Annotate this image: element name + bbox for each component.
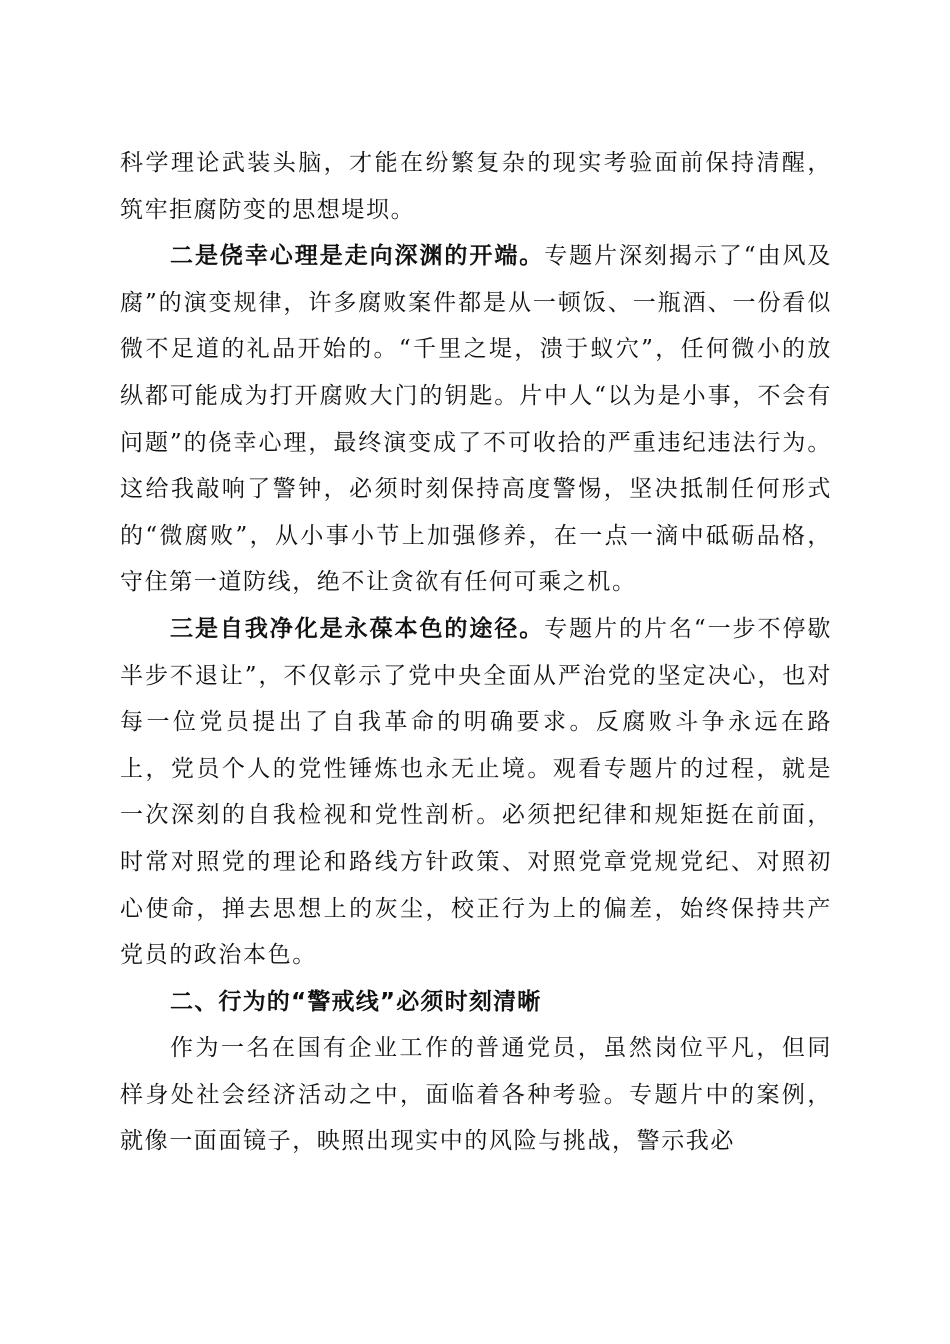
paragraph-text: 专题片深刻揭示了“由风及腐”的演变规律，许多腐败案件都是从一顿饭、一瓶酒、一份看似微不足道的礼品开始的。“千里之堤，溃于蚁穴”，任何微小的放纵都可能成为打开腐败大门的钥匙。片中人“以为是小事，不会有问题”的侥幸心理，最终演变成了不可收拾的严重违纪违法行为。这给我敲响了警钟，必须时刻保持高度警惕，坚决抵制任何形式的“微腐败”，从小事小节上加强修养，在一点一滴中砥砺品格，守住第一道防线，绝不让贪欲有任何可乘之机。	[120, 243, 832, 596]
paragraph-self-purification	[120, 606, 832, 979]
paragraph-continuation: 科学理论武装头脑，才能在纷繁复杂的现实考验面前保持清醒，筑牢拒腐防变的思想堤坝。	[120, 150, 832, 223]
document-body	[120, 140, 832, 1165]
paragraph-enterprise-member: 作为一名在国有企业工作的普通党员，虽然岗位平凡，但同样身处社会经济活动之中，面临着各种考验。专题片中的案例，就像一面面镜子，映照出现实中的风险与挑战，警示我必	[120, 1035, 832, 1155]
section-heading: 二、行为的“警戒线”必须时刻清晰	[170, 988, 542, 1015]
paragraph-lead-sentence: 三是自我净化是永葆本色的途径。	[170, 614, 545, 642]
paragraph-text: 专题片的片名“一步不停歇半步不退让”，不仅彰示了党中央全面从严治党的坚定决心，也对每一位党员提出了自我革命的明确要求。反腐败斗争永远在路上，党员个人的党性锤炼也永无止境。观看专题片的过程，就是一次深刻的自我检视和党性剖析。必须把纪律和规矩挺在前面，时常对照党的理论和路线方针政策、对照党章党规党纪、对照初心使命，掸去思想上的灰尘，校正行为上的偏差，始终保持共产党员的政治本色。	[120, 615, 832, 969]
paragraph-luck-mentality	[120, 233, 832, 606]
paragraph-lead-sentence: 二是侥幸心理是走向深渊的开端。	[170, 242, 545, 270]
